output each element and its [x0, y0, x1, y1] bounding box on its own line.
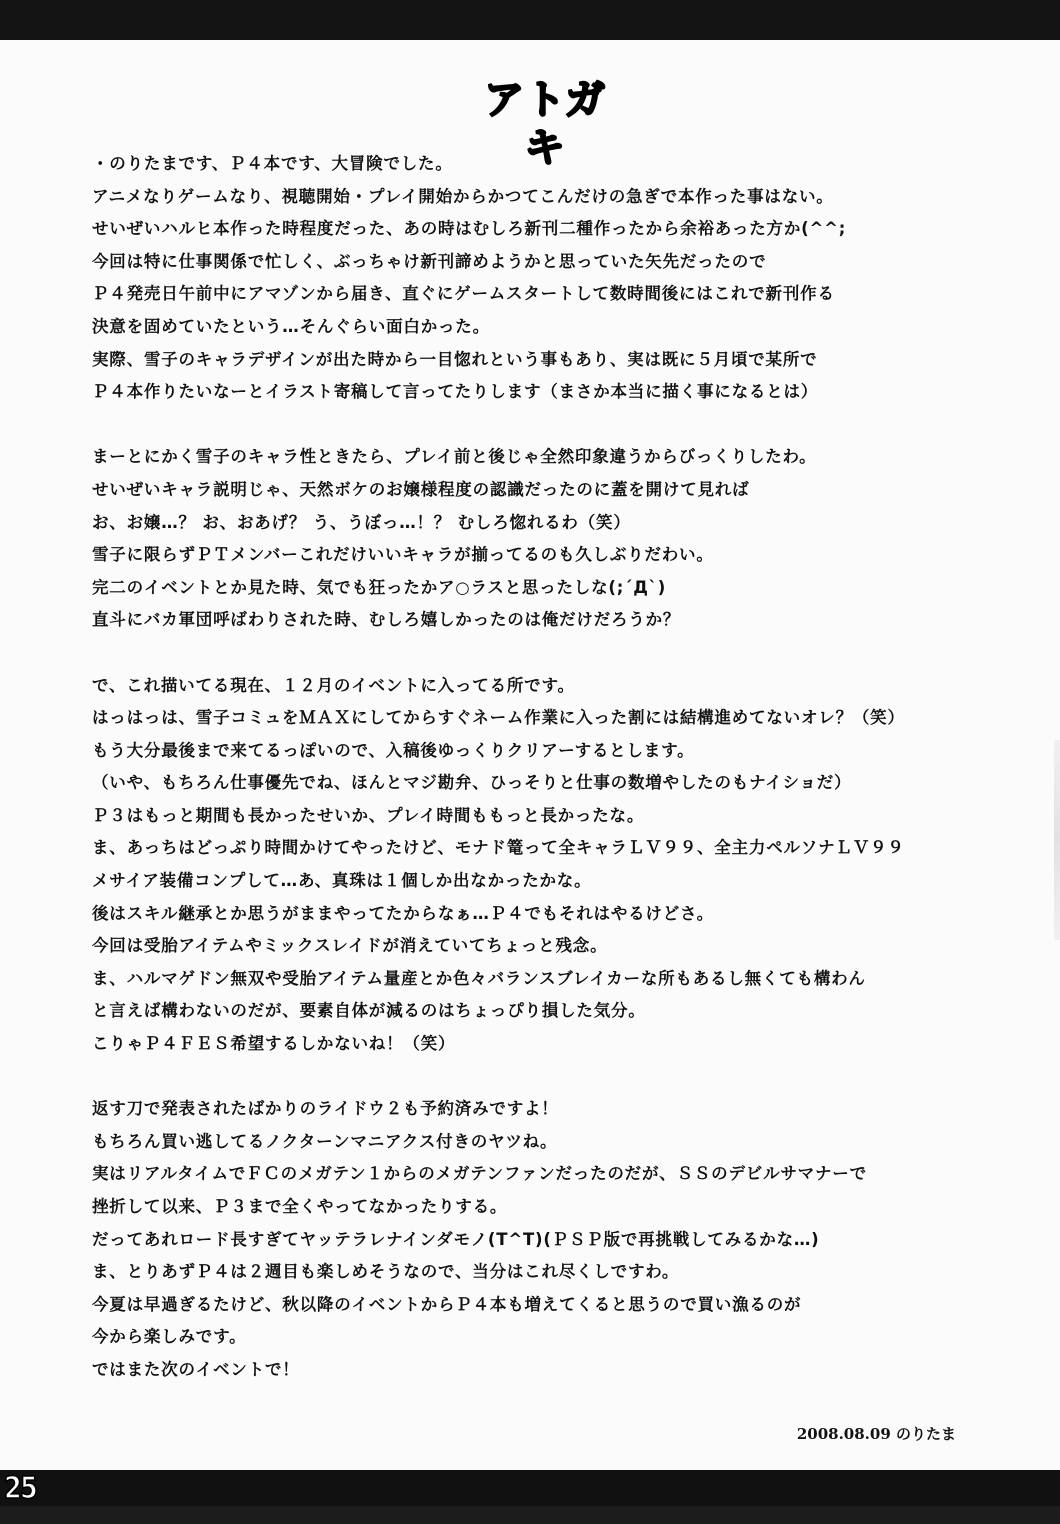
text-line: 雪子に限らずＰＴメンバーこれだけいいキャラが揃ってるのも久しぶりだわい。	[92, 545, 714, 565]
text-line: まーとにかく雪子のキャラ性ときたら、プレイ前と後じゃ全然印象違うからびっくりしたわ。	[92, 447, 817, 467]
text-line: Ｐ３はもっと期間も長かったせいか、プレイ時間ももっと長かったな。	[92, 805, 645, 825]
text-line: Ｐ４本作りたいなーとイラスト寄稿して言ってたりします（まさか本当に描く事になるとは）	[92, 382, 819, 402]
text-line: はっはっは、雪子コミュをＭＡＸにしてからすぐネーム作業に入った割には結構進めてないオレ？（笑）	[92, 708, 905, 728]
text-line: 決意を固めていたという…そんぐらい面白かった。	[92, 316, 490, 336]
text-line: 後はスキル継承とか思うがままやってたからなぁ…Ｐ４でもそれはやるけどさ。	[92, 903, 714, 923]
signature-date: 2008.08.09 のりたま	[796, 1425, 956, 1443]
bottom-stripe	[0, 1506, 1060, 1524]
text-line: 今回は受胎アイテムやミックスレイドが消えていてちょっと残念。	[92, 936, 608, 956]
paragraph-gap	[92, 409, 992, 442]
paragraph	[92, 148, 992, 409]
text-line: ま、あっちはどっぷり時間かけてやったけど、モナド篭って全キャラＬＶ９９、全主力ペルソナＬＶ９９	[92, 838, 905, 858]
paragraph	[92, 670, 992, 1061]
text-line: ま、とりあずＰ４は２週目も楽しめそうなので、当分はこれ尽くしですわ。	[92, 1262, 680, 1282]
text-line: 完二のイベントとか見た時、気でも狂ったかア○ラスと思ったしな(;´Д`)	[92, 577, 667, 597]
text-line: アニメなりゲームなり、視聴開始・プレイ開始からかつてこんだけの急ぎで本作った事はない。	[92, 186, 834, 206]
top-dark-band	[0, 0, 1060, 40]
text-line: と言えば構わないのだが、要素自体が減るのはちょっぴり損した気分。	[92, 1001, 646, 1021]
text-line: 実はリアルタイムでＦＣのメガテン１からのメガテンファンだったのだが、ＳＳのデビルサマナーで	[92, 1164, 867, 1184]
text-line: 挫折して以来、Ｐ３まで全くやってなかったりする。	[92, 1197, 508, 1216]
text-line: 実際、雪子のキャラデザインが出た時から一目惚れという事もあり、実は既に５月頃で某所で	[92, 349, 818, 369]
text-line: で、これ描いてる現在、１２月のイベントに入ってる所です。	[92, 675, 575, 695]
text-line: 今回は特に仕事関係で忙しく、ぶっちゃけ新刊諦めようかと思っていた矢先だったので	[92, 251, 767, 271]
text-line: ではまた次のイベントで！	[92, 1359, 300, 1379]
text-line: Ｐ４発売日午前中にアマゾンから届き、直ぐにゲームスタートして数時間後にはこれで新刊作る	[92, 284, 835, 304]
paragraph	[92, 1093, 992, 1386]
paragraph	[92, 441, 992, 637]
text-line: だってあれロード長すぎてヤッテラレナインダモノ(T^T)(ＰＳＰ版で再挑戦してみるかな…)	[92, 1229, 820, 1249]
paragraph-gap	[92, 637, 992, 670]
text-line: メサイア装備コンプして…あ、真珠は１個しか出なかったかな。	[92, 871, 592, 891]
text-line: 今夏は早過ぎるたけど、秋以降のイベントからＰ４本も増えてくると思うので買い漁るのが	[92, 1294, 802, 1314]
paragraph-gap	[92, 1061, 992, 1094]
text-line: お、お嬢…？ お、おあげ？ う、うぼっ…！？ むしろ惚れるわ（笑）	[92, 512, 631, 532]
text-line: 今から楽しみです。	[92, 1327, 247, 1347]
text-line: 返す刀で発表されたばかりのライドウ２も予約済みですよ！	[92, 1099, 559, 1119]
text-line: ま、ハルマゲドン無双や受胎アイテム量産とか色々バランスブレイカーな所もあるし無くても構わん	[92, 968, 866, 988]
text-line: こりゃＰ４ＦＥＳ希望するしかないね！（笑）	[92, 1034, 456, 1054]
text-line: 直斗にバカ軍団呼ばわりされた時、むしろ嬉しかったのは俺だけだろうか？	[92, 610, 681, 630]
text-line: （いや、もちろん仕事優先でね、ほんとマジ勘弁、ひっそりと仕事の数増やしたのもナイショだ）	[92, 773, 852, 793]
text-line: もう大分最後まで来てるっぽいので、入稿後ゆっくりクリアーするとします。	[92, 740, 695, 760]
page-title: アトガキ	[484, 77, 606, 171]
scan-edge	[1054, 740, 1060, 940]
page-number: 25	[4, 1471, 37, 1506]
text-line: ・のりたまです、Ｐ４本です、大冒険でした。	[92, 154, 453, 173]
afterword-body	[92, 148, 992, 1387]
bottom-dark-band	[0, 1470, 1060, 1524]
text-line: せいぜいキャラ説明じゃ、天然ボケのお嬢様程度の認識だったのに蓋を開けて見れば	[92, 479, 750, 499]
text-line: せいぜいハルヒ本作った時程度だった、あの時はむしろ新刊二種作ったから余裕あった方か(^^;	[92, 219, 847, 239]
text-line: もちろん買い逃してるノクターンマニアクス付きのヤツね。	[92, 1131, 558, 1151]
